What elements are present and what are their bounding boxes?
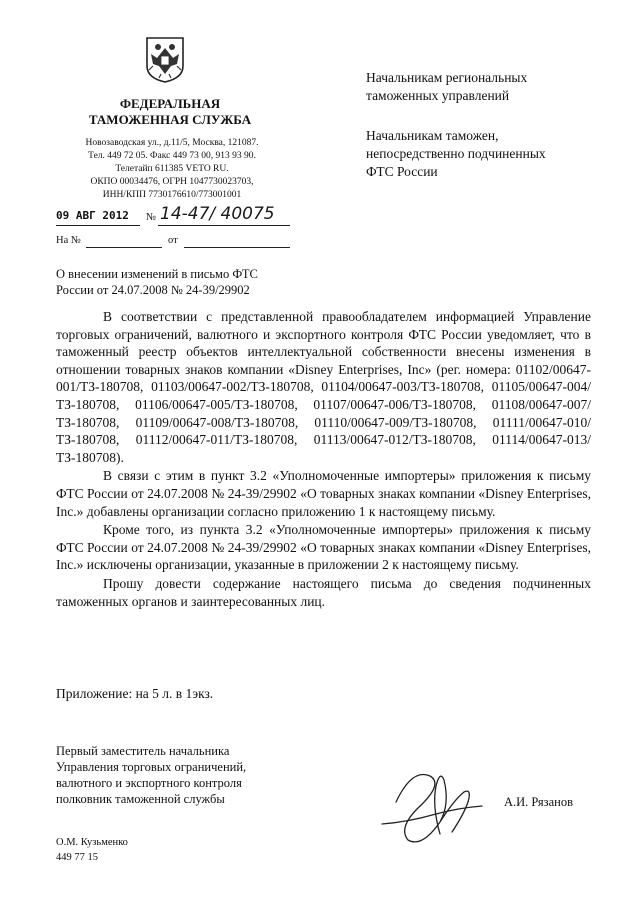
body-paragraph: Прошу довести содержание настоящего письма до сведения подчиненных таможенных органов и заинтересованных лиц. bbox=[56, 575, 591, 609]
signatory-name: А.И. Рязанов bbox=[504, 795, 573, 809]
body-paragraph: В соответствии с представленной правообладателем информацией Управление торговых ограничений, валютного и экспортного контроля ФТС России уведомляет, что в таможенный реестр объектов интеллектуальной собственности внесены изменения в отношении товарных знаков компании «Disney Enterprises, Inc» (рег. номера: 01102/00647-001/ТЗ-180708, 01103/00647-002/ТЗ-180708, 01104/00647-003/ТЗ-180708, 01105/00647-004/ТЗ-180708, 01106/00647-005/ТЗ-180708, 01107/00647-006/ТЗ-180708, 01108/00647-007/ТЗ-180708, 01109/00647-008/ТЗ-180708, 01110/00647-009/ТЗ-180708, 01111/00647-010/ТЗ-180708, 01112/00647-011/ТЗ-180708, 01113/00647-012/ТЗ-180708, 01114/00647-013/ТЗ-180708). bbox=[56, 309, 591, 465]
reference-number-field bbox=[86, 247, 162, 248]
signatory-title-line: валютного и экспортного контроля bbox=[56, 776, 242, 790]
coat-of-arms-emblem bbox=[143, 36, 187, 84]
subject-line: России от 24.07.2008 № 24-39/29902 bbox=[56, 283, 250, 297]
body-paragraph: В связи с этим в пункт 3.2 «Уполномоченные импортеры» приложения к письму ФТС России от 24.07.2008 № 24-39/29902 «О товарных знаках компании «Disney Enterprises, Inc.» добавлены организации согласно приложению 1 к настоящему письму. bbox=[56, 468, 591, 519]
date-underline bbox=[56, 225, 140, 226]
recipient-line: таможенных управлений bbox=[366, 88, 510, 103]
recipient-line: ФТС России bbox=[366, 164, 438, 179]
reference-from-label: от bbox=[168, 235, 178, 246]
attachment-note: Приложение: на 5 л. в 1экз. bbox=[56, 686, 214, 701]
address-line: ОКПО 00034476, ОГРН 1047730023703, bbox=[90, 177, 254, 187]
subject-line: О внесении изменений в письмо ФТС bbox=[56, 267, 258, 281]
recipient-line: Начальникам региональных bbox=[366, 70, 528, 85]
agency-name-line1: ФЕДЕРАЛЬНАЯ bbox=[119, 96, 221, 111]
executor-name: О.М. Кузьменко bbox=[56, 837, 128, 848]
number-underline bbox=[158, 225, 290, 226]
address-line: Телетайп 611385 VETO RU. bbox=[115, 164, 229, 174]
address-line: Новозаводская ул., д.11/5, Москва, 121087. bbox=[85, 138, 259, 148]
reference-date-field bbox=[184, 247, 290, 248]
registration-date-field bbox=[56, 209, 134, 224]
registration-date-stamp: 09 АВГ 2012 bbox=[56, 209, 129, 222]
recipient-line: непосредственно подчиненных bbox=[366, 146, 546, 161]
letter-body bbox=[56, 308, 591, 610]
reference-number-label: На № bbox=[56, 235, 81, 246]
registration-number-label: № bbox=[146, 212, 157, 223]
handwritten-signature bbox=[378, 762, 488, 854]
agency-name-line2: ТАМОЖЕННАЯ СЛУЖБА bbox=[88, 112, 252, 127]
body-paragraph: Кроме того, из пункта 3.2 «Уполномоченные импортеры» приложения к письму ФТС России от 24.07.2008 № 24-39/29902 «О товарных знаках компании «Disney Enterprises, Inc.» исключены организации, указанные в приложении 2 к настоящему письму. bbox=[56, 522, 591, 573]
recipient-line: Начальникам таможен, bbox=[366, 128, 499, 143]
registration-number-handwritten: 14-47/ 40075 bbox=[160, 204, 275, 224]
address-line: Тел. 449 72 05. Факс 449 73 00, 913 93 90. bbox=[88, 151, 256, 161]
executor-phone: 449 77 15 bbox=[56, 852, 98, 863]
signatory-title-line: Управления торговых ограничений, bbox=[56, 760, 247, 774]
signatory-title-line: полковник таможенной службы bbox=[56, 792, 225, 806]
signatory-title-line: Первый заместитель начальника bbox=[56, 744, 230, 758]
address-line: ИНН/КПП 7730176610/773001001 bbox=[102, 190, 242, 200]
